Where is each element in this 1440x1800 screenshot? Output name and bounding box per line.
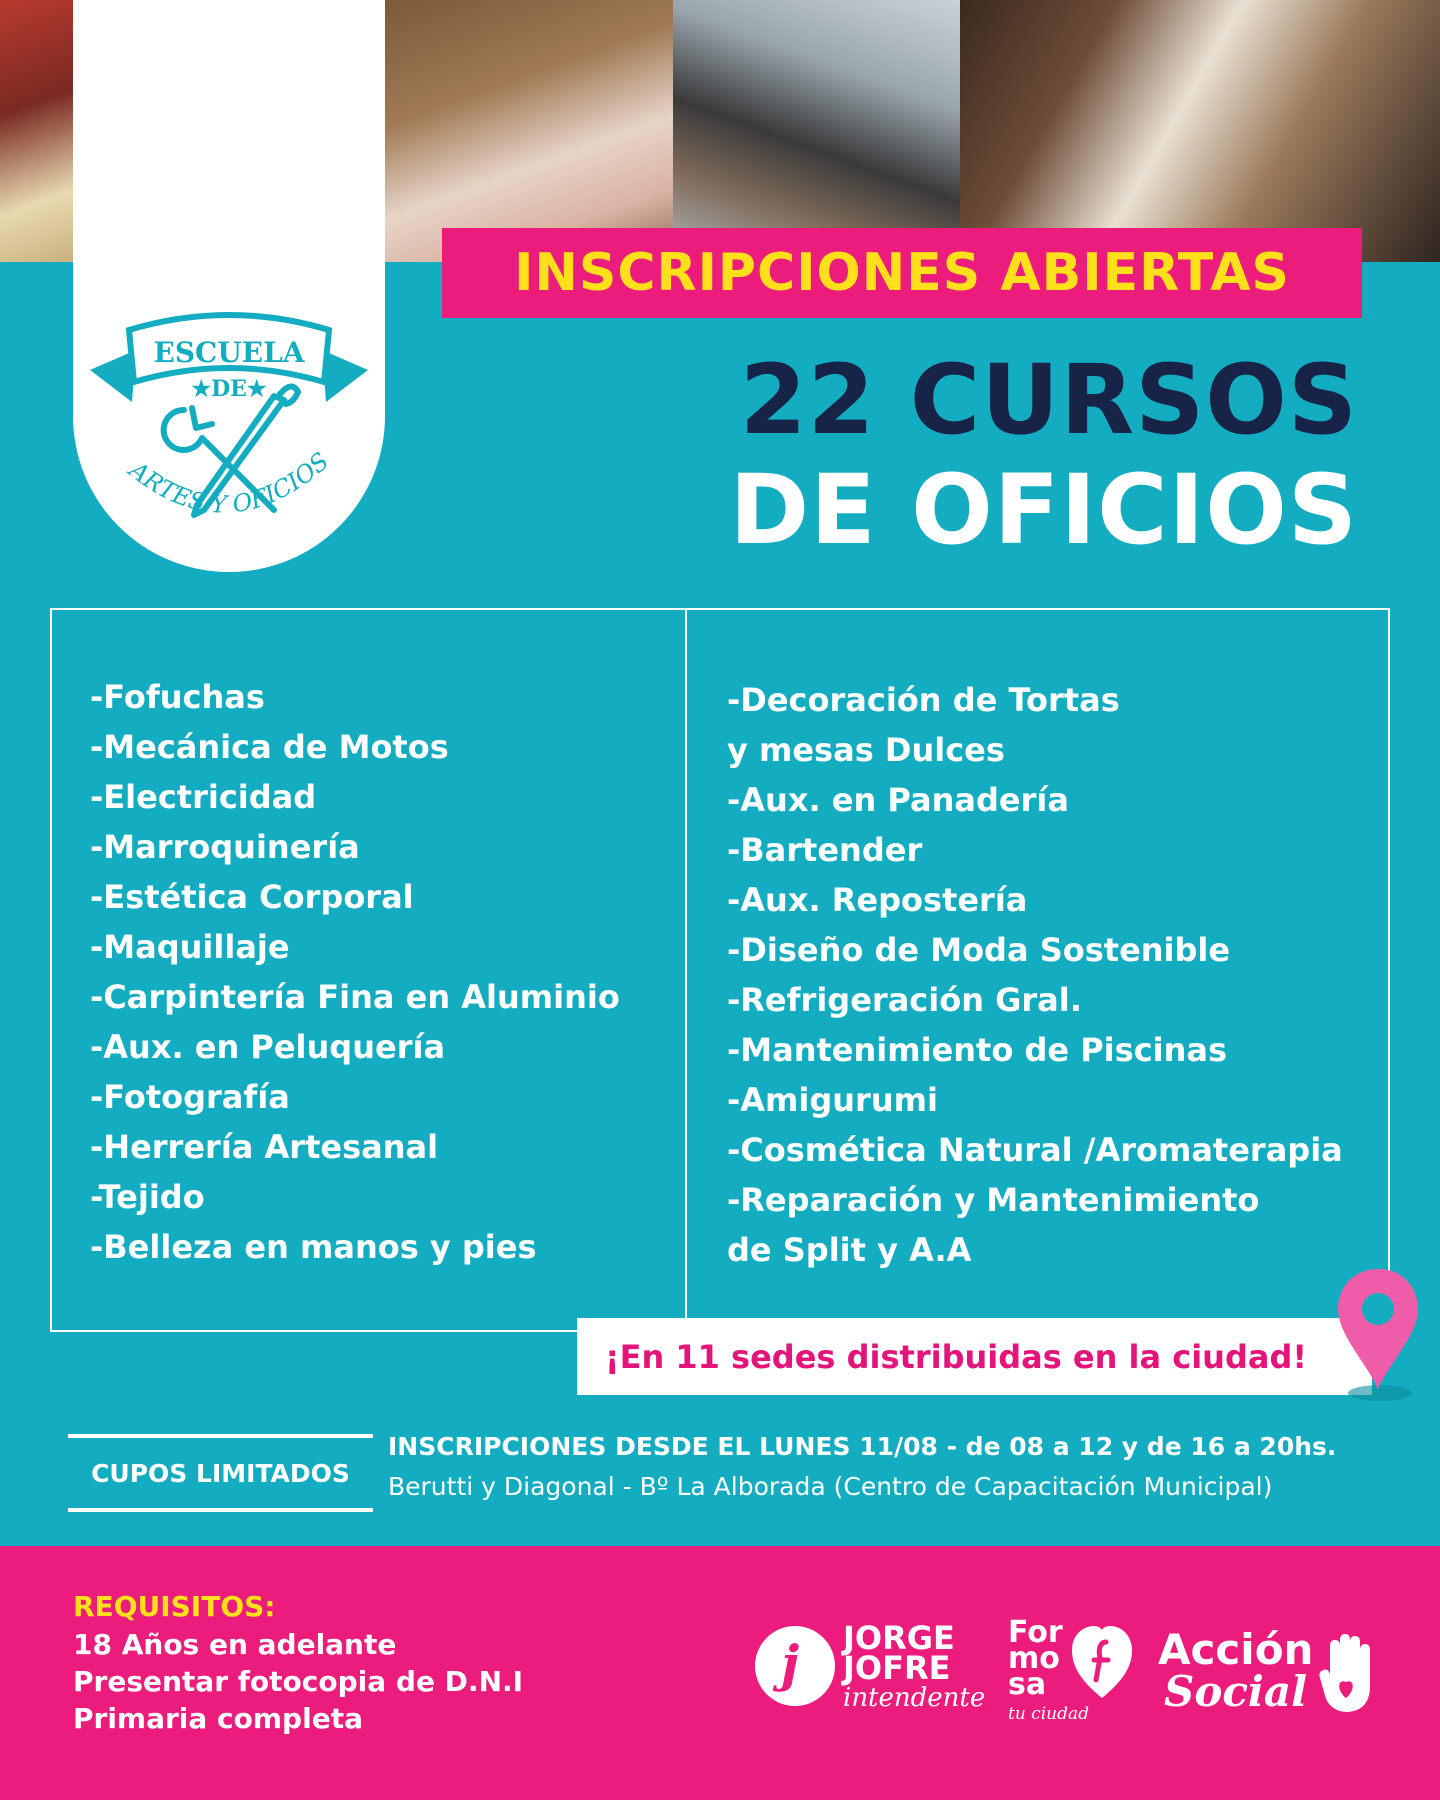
- course-item: -Bartender: [727, 831, 923, 869]
- course-item: -Mecánica de Motos: [90, 728, 449, 766]
- banner-text: INSCRIPCIONES ABIERTAS: [514, 243, 1290, 303]
- course-item: -Refrigeración Gral.: [727, 981, 1082, 1019]
- logo-arc-text: ARTES Y OFICIOS: [124, 446, 335, 519]
- course-item: -Electricidad: [90, 778, 317, 816]
- requirements-list: [73, 1626, 523, 1737]
- course-item: -Tejido: [90, 1178, 205, 1216]
- course-item: de Split y A.A: [727, 1231, 972, 1269]
- accion-social-line2: Social: [1164, 1667, 1308, 1716]
- course-item: -Belleza en manos y pies: [90, 1228, 537, 1266]
- course-item: -Fotografía: [90, 1078, 290, 1116]
- course-item: -Fofuchas: [90, 678, 265, 716]
- course-item: -Aux. en Panadería: [727, 781, 1069, 819]
- map-pin-icon: [1332, 1265, 1424, 1405]
- title-trades: DE OFICIOS: [729, 454, 1358, 566]
- photo-photographer: [673, 0, 960, 262]
- jorge-jofre-logo: [755, 1616, 986, 1726]
- accion-social-line1: Acción: [1158, 1625, 1314, 1674]
- formosa-logo: [1008, 1616, 1138, 1726]
- title-courses-count: 22 CURSOS: [739, 344, 1358, 456]
- course-item: -Maquillaje: [90, 928, 290, 966]
- photo-bartenders: [960, 0, 1440, 262]
- course-item: -Carpintería Fina en Aluminio: [90, 978, 620, 1016]
- course-item: -Marroquinería: [90, 828, 360, 866]
- footer: [0, 1546, 1440, 1800]
- requirement-item: Presentar fotocopia de D.N.I: [73, 1665, 524, 1698]
- courses-list-left: [90, 672, 620, 1272]
- course-item: y mesas Dulces: [727, 731, 1005, 769]
- locations-callout: [577, 1318, 1372, 1395]
- limited-spots-text: CUPOS LIMITADOS: [91, 1458, 350, 1488]
- logo-top-text: ESCUELA: [153, 336, 305, 369]
- course-item: -Herrería Artesanal: [90, 1128, 439, 1166]
- course-item: -Diseño de Moda Sostenible: [727, 931, 1231, 969]
- formosa-line3: sa: [1008, 1667, 1047, 1702]
- course-item: -Amigurumi: [727, 1081, 938, 1119]
- jorge-jofre-mark: [755, 1626, 835, 1706]
- registration-dates: INSCRIPCIONES DESDE EL LUNES 11/08 - de 08 a 12 y de 16 a 20hs.: [388, 1432, 1337, 1461]
- courses-list-right: [727, 675, 1343, 1275]
- formosa-line1: For: [1008, 1615, 1063, 1650]
- formosa-tagline: tu ciudad: [1008, 1704, 1089, 1724]
- jorge-jofre-mark-letter: j: [781, 1634, 800, 1693]
- escuela-logo: [84, 310, 374, 560]
- course-item: -Aux. en Peluquería: [90, 1028, 446, 1066]
- registration-open-banner: [442, 228, 1362, 318]
- jorge-jofre-line3: intendente: [843, 1683, 986, 1713]
- registration-address: Berutti y Diagonal - Bº La Alborada (Centro de Capacitación Municipal): [388, 1472, 1273, 1501]
- photo-hands-crafting: [385, 0, 673, 262]
- requirements-title: REQUISITOS:: [73, 1590, 276, 1623]
- course-item: -Cosmética Natural /Aromaterapia: [727, 1131, 1343, 1169]
- courses-box: [50, 608, 1390, 1332]
- locations-text: ¡En 11 sedes distribuidas en la ciudad!: [605, 1337, 1307, 1376]
- accion-social-logo: [1158, 1625, 1388, 1728]
- photo-food: [0, 0, 75, 262]
- course-item: -Decoración de Tortas: [727, 681, 1120, 719]
- column-divider: [685, 610, 687, 1330]
- course-item: -Aux. Repostería: [727, 881, 1028, 919]
- course-item: -Mantenimiento de Piscinas: [727, 1031, 1228, 1069]
- requirement-item: Primaria completa: [73, 1702, 363, 1735]
- jorge-jofre-line2: JOFRE: [843, 1649, 951, 1687]
- limited-spots-label: [68, 1434, 373, 1512]
- requirement-item: 18 Años en adelante: [73, 1628, 397, 1661]
- formosa-line2: mo: [1008, 1641, 1060, 1676]
- logo-middle-text: ★DE★: [191, 376, 267, 402]
- formosa-heart-icon: [1070, 1622, 1134, 1702]
- hand-icon: [1318, 1632, 1378, 1716]
- jorge-jofre-line1: JORGE: [843, 1619, 955, 1657]
- course-item: -Reparación y Mantenimiento: [727, 1181, 1260, 1219]
- course-item: -Estética Corporal: [90, 878, 414, 916]
